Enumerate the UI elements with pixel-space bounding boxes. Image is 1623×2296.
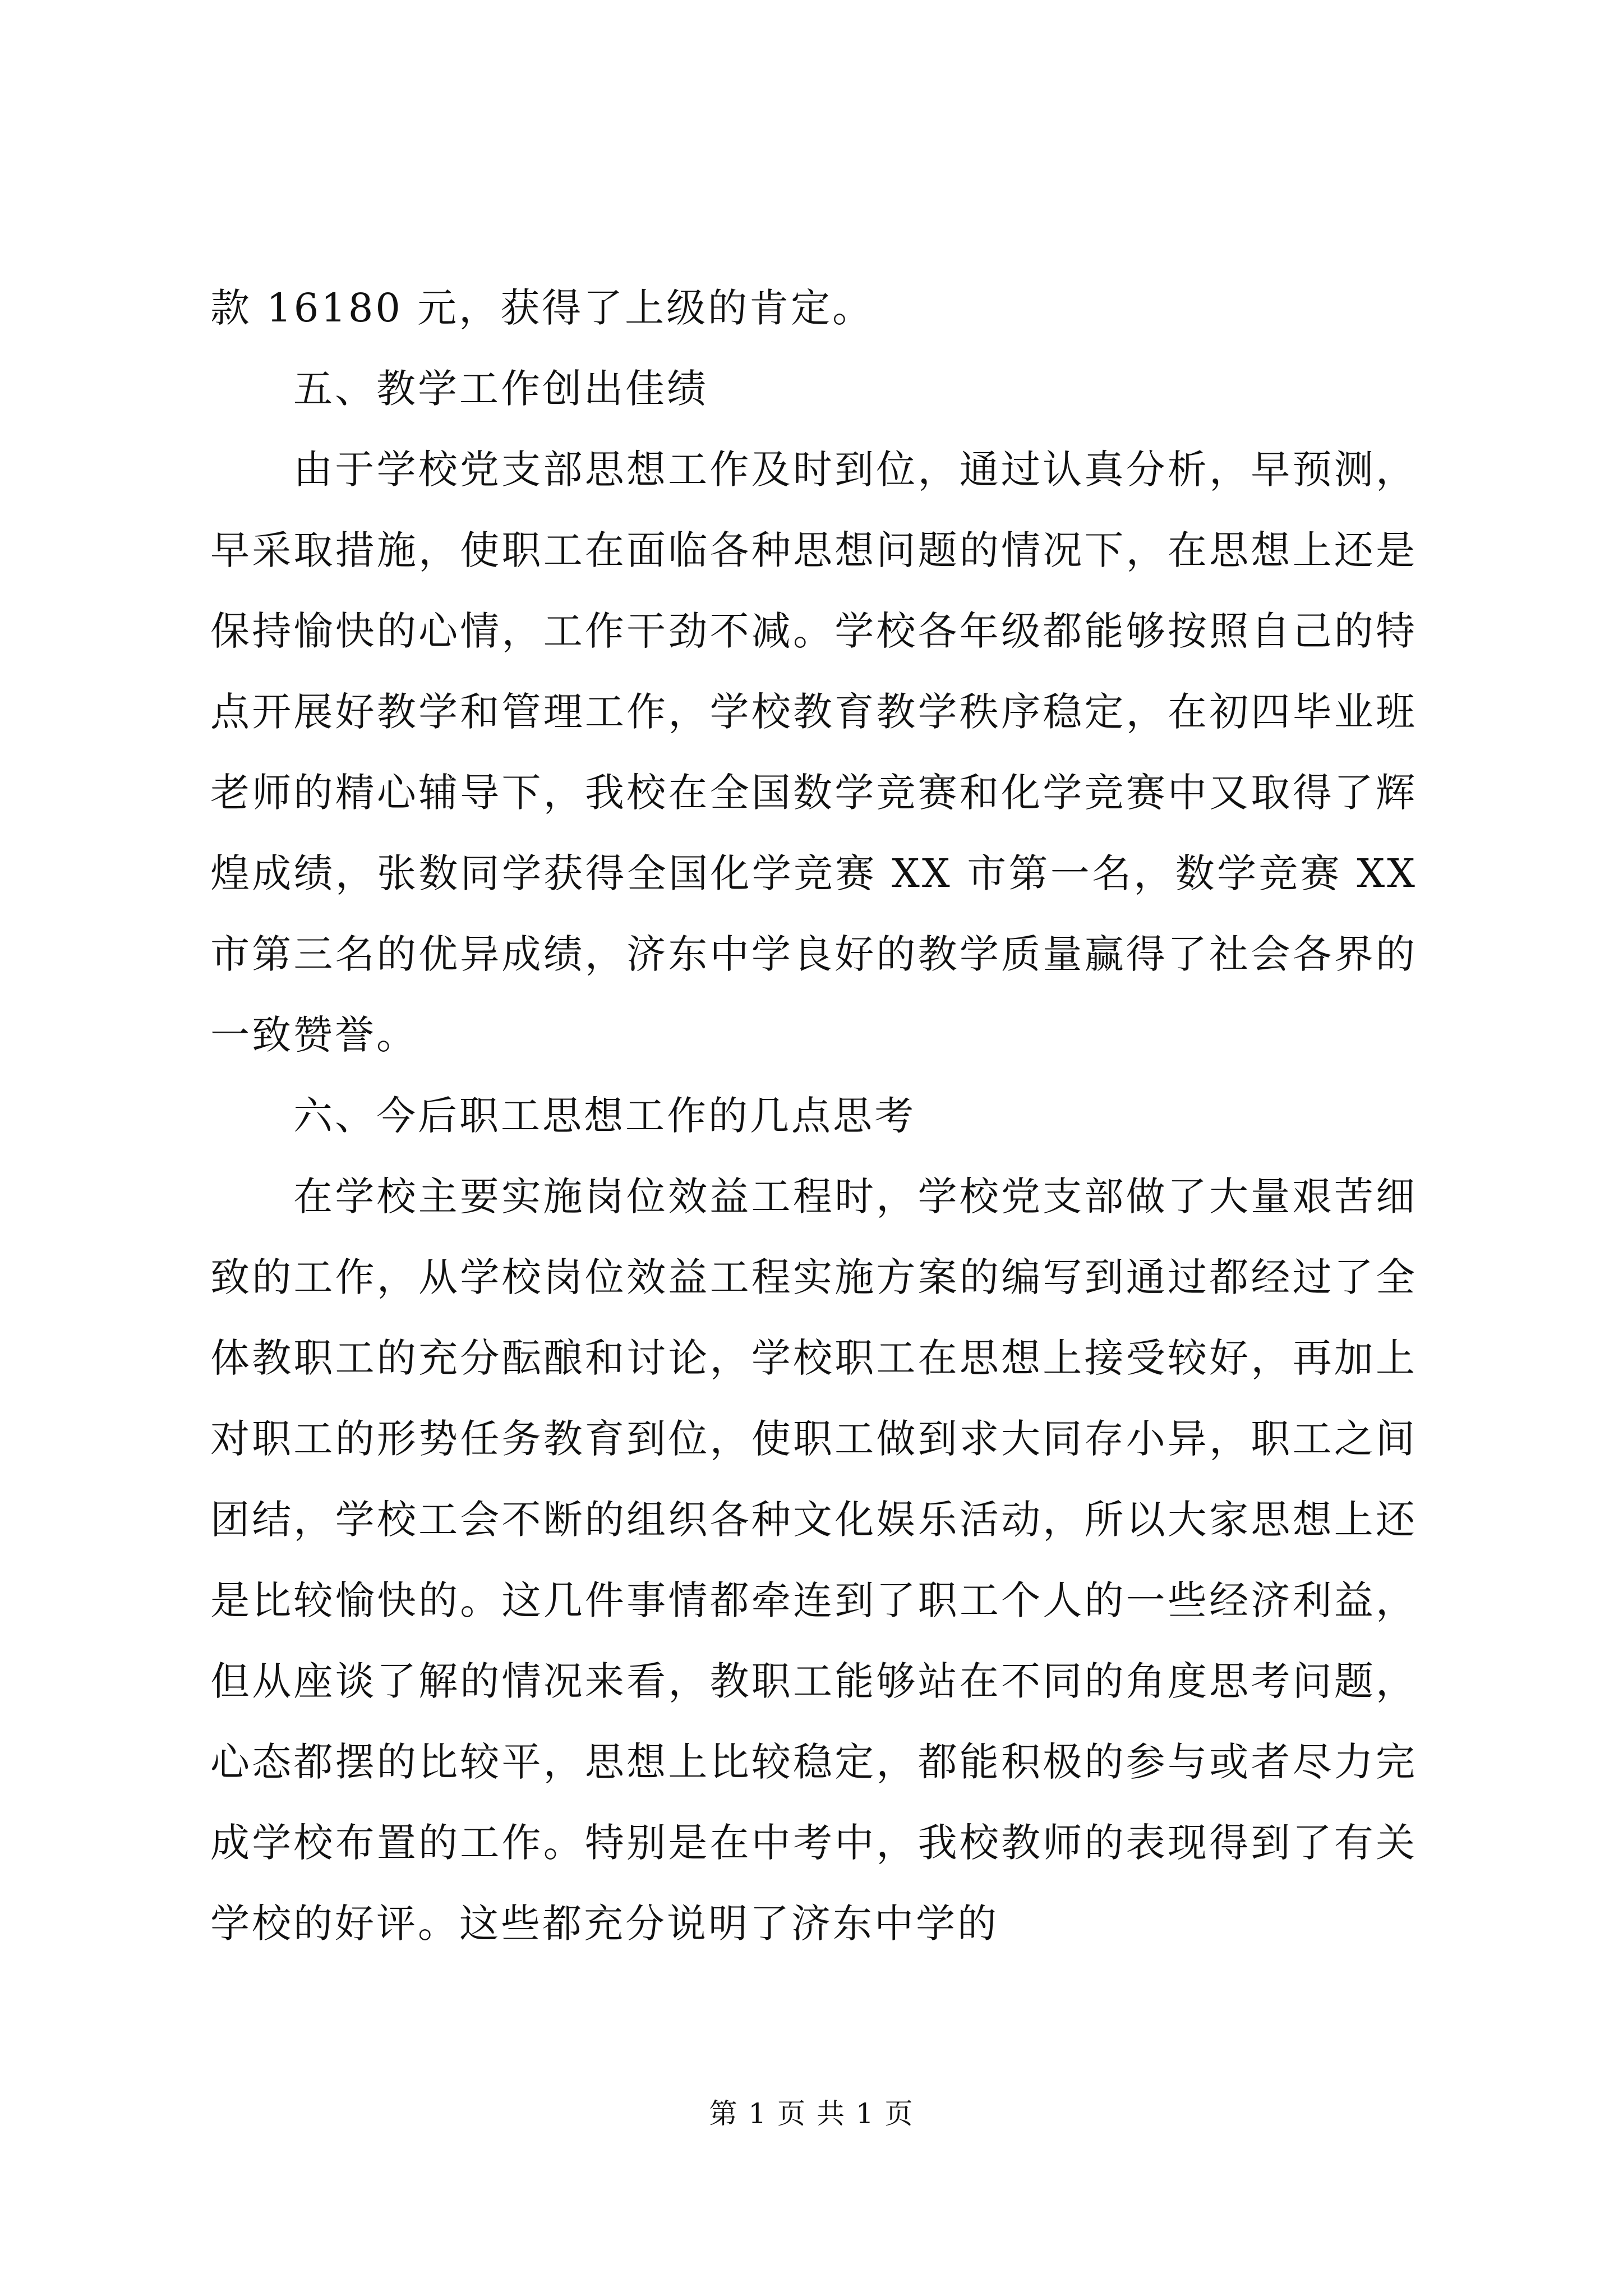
section-heading-5: 五、教学工作创出佳绩 bbox=[293, 366, 708, 412]
section-paragraph-6: 在学校主要实施岗位效益工程时，学校党支部做了大量艰苦细致的工作，从学校岗位效益工程实施方案的编写到通过都经过了全体教职工的充分酝酿和讨论，学校职工在思想上接受较好，再加上对职工的形势任务教育到位，使职工做到求大同存小异，职工之间团结，学校工会不断的组织各种文化娱乐活动，所以大家思想上还是比较愉快的。这几件事情都牵连到了职工个人的一些经济利益，但从座谈了解的情况来看，教职工能够站在不同的角度思考问题，心态都摆的比较平，思想上比较稳定，都能积极的参与或者尽力完成学校布置的工作。特别是在中考中，我校教师的表现得到了有关学校的好评。这些都充分说明了济东中学的 bbox=[210, 1174, 1417, 1947]
lead-fragment: 款 16180 元，获得了上级的肯定。 bbox=[210, 285, 874, 331]
page-number-label: 第 1 页 共 1 页 bbox=[709, 2097, 914, 2130]
section-paragraph-5: 由于学校党支部思想工作及时到位，通过认真分析，早预测，早采取措施，使职工在面临各种思想问题的情况下，在思想上还是保持愉快的心情，工作干劲不减。学校各年级都能够按照自己的特点开展好教学和管理工作，学校教育教学秩序稳定，在初四毕业班老师的精心辅导下，我校在全国数学竞赛和化学竞赛中又取得了辉煌成绩，张数同学获得全国化学竞赛 XX 市第一名，数学竞赛 XX 市第三名的优异成绩，济东中学良好的教学质量赢得了社会各界的一致赞誉。 bbox=[210, 447, 1417, 1058]
page-content bbox=[210, 268, 1417, 1964]
page-footer bbox=[0, 2097, 1623, 2131]
section-heading-6: 六、今后职工思想工作的几点思考 bbox=[293, 1093, 916, 1139]
